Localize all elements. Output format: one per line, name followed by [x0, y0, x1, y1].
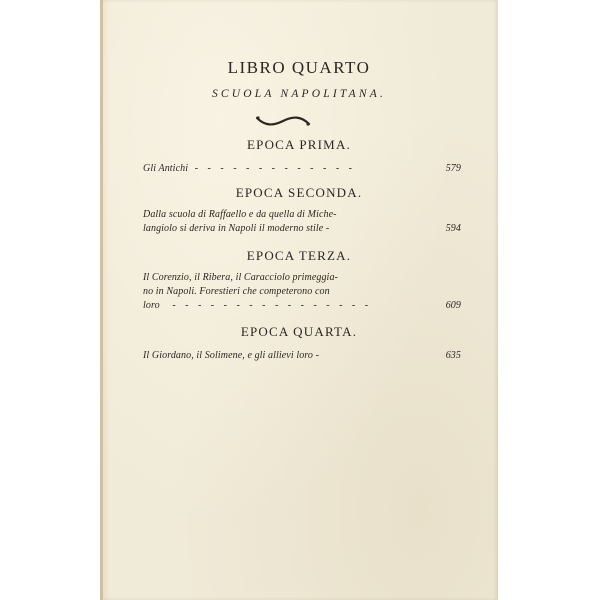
- entry-line: [143, 162, 461, 176]
- entry-text: Dalla scuola di Raffaello e da quella di Miche-: [143, 209, 337, 220]
- book-subtitle: SCUOLA NAPOLITANA.: [211, 88, 387, 100]
- entry-text: Il Giordano, il Solimene, e gli allievi loro -: [143, 350, 320, 361]
- entry-line: [143, 208, 461, 222]
- toc-entry: [143, 208, 461, 236]
- toc-entry: [143, 349, 461, 363]
- toc-entry: [143, 271, 461, 313]
- entry-text: Il Corenzio, il Ribera, il Caracciolo primeggia-: [143, 272, 338, 283]
- entry-text: no in Napoli. Forestieri che competerono con: [143, 286, 330, 297]
- entry-text: langiolo si deriva in Napoli il moderno stile -: [143, 223, 330, 234]
- ornament-swash-icon: [255, 114, 311, 128]
- page-number: 594: [445, 223, 461, 234]
- entry-line: [143, 285, 461, 299]
- entry-line: [143, 222, 461, 236]
- epoch-heading: EPOCA PRIMA.: [247, 137, 351, 152]
- page-number: 579: [445, 163, 461, 174]
- page-number: 635: [445, 350, 461, 361]
- epoch-heading: EPOCA QUARTA.: [240, 324, 358, 339]
- entry-line: [143, 271, 461, 285]
- leader-dots: - - - - - - - - - - - - -: [194, 163, 356, 174]
- leader-dots: - - - - - - - - - - - - - - - -: [172, 300, 372, 311]
- book-title: LIBRO QUARTO: [227, 58, 371, 77]
- entry-line: [143, 349, 461, 363]
- entry-text: loro: [143, 300, 160, 311]
- epoch-heading: EPOCA SECONDA.: [235, 185, 363, 200]
- book-page: [100, 0, 498, 600]
- toc-entry: [143, 162, 461, 176]
- epoch-heading: EPOCA TERZA.: [246, 248, 352, 263]
- entry-text: Gli Antichi: [143, 163, 189, 174]
- entry-line: [143, 299, 461, 313]
- page-number: 609: [445, 300, 461, 311]
